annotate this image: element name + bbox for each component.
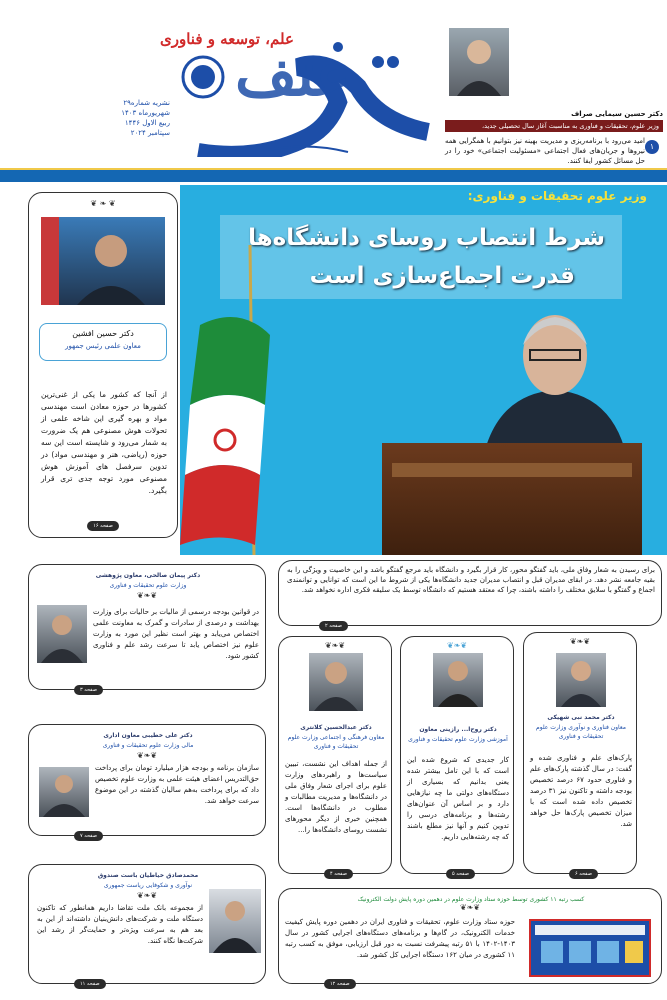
page-badge: صفحه ۳ [74,685,103,695]
page-badge: صفحه ۱۲ [324,979,356,989]
headline-line-2: قدرت اجماع‌سازی است [309,263,575,289]
box-name: دکتر پیمان صالحی، معاون پژوهشی [95,572,201,579]
column-text: کار جدیدی که شروع شده این است که با این تامل بیشتر شده یعنی بدانیم که بسیاری از دستگاه‌های دولتی ما چه نیازهایی دارد و بر اساس آن عنوان‌های رشته‌ها و برنامه‌های درسی را تدوین کنیم و آنها نیز مطلع باشند که چه رشته‌هایی داریم. [407,756,509,841]
rank-text: حوزه ستاد وزارت علوم، تحقیقات و فناوری ایران در دهمین دوره پایش کیفیت خدمات الکترونیک، در گام‌ها و برنامه‌های دستگاه‌های اجرایی کشور در سال ۱۴۰۳-۱۴۰۲ با ۵۱ رتبه پیشرفت نسبت به دور قبل ارزیابی، موفق به کسب رتبه ۱۱ کشوری در میان ۱۶۲ دستگاه اجرایی کل کشور شد. [285,918,515,959]
budget-box [28,564,266,693]
sidebar-interview-card [28,192,178,538]
rank-title: کسب رتبه ۱۱ کشوری توسط حوزه ستاد وزارت علوم در دهمین دوره پایش دولت الکترونیک [357,896,585,903]
rank-box [278,888,662,987]
issue-date-solar: شهریورماه ۱۴۰۳ [121,109,170,117]
ornament-icon: ❦❧❦ [136,591,158,600]
issue-info [90,98,170,138]
column-name: دکتر روح‌ا... رازینی معاون [419,726,497,733]
quote-number-badge: ۱ [645,140,659,154]
column-card-left [278,636,392,877]
page-badge: صفحه ۴ [324,869,353,879]
box-photo [39,767,89,817]
page-badge: صفحه ۲ [319,621,348,631]
column-name: دکتر محمد نبی شهیکی [547,714,615,721]
tagline: علم، توسعه و فناوری [160,30,294,48]
ornament-icon: ❦❧❦ [459,903,481,912]
column-card-mid [400,636,514,877]
minister-photo [449,28,509,96]
header-stripe [0,168,667,182]
ornament-icon: ❦❧❦ [324,641,346,650]
minister-name: دکتر حسین سیمایی صراف [571,110,663,118]
column-text: پارک‌های علم و فناوری شده و گفت: در سال گذشته پارک‌های علم و فناوری حدود ۶۷ درصد تخصیص بودجه داشته و تاکنون نیز ۳۱ درصد تخصیص داده شده است که با میزان تخصیص پارک‌ها حل خواهد شد. [530,754,633,828]
column-role: آموزشی وزارت علوم تحقیقات و فناوری [408,736,508,743]
box-text: سازمان برنامه و بودجه هزار میلیارد تومان برای پرداخت حق‌التدریس اعضای هیئت علمی به وزارت علوم تخصیص داد که برای پرداخت به‌هم سالیان گذشته در این موضوع سرعت خواهد شد. [95,764,259,805]
iran-flag [180,245,330,555]
sidebar-photo [41,217,165,305]
column-card-right [523,632,637,877]
logo-text: عتف [235,40,352,110]
minister-caption: وزیر علوم، تحقیقات و فناوری به مناسبت آغاز سال تحصیلی جدید، [445,120,663,132]
box-role: وزارت علوم تحقیقات و فناوری [109,582,187,589]
podium [382,443,642,555]
page-badge: صفحه ۱۶ [87,521,119,531]
ornament-icon: ❦ ❧ ❦ [90,199,116,208]
box-name: دکتر علی خطیبی معاون اداری [103,732,193,739]
hero-kicker: وزیر علوم تحقیقات و فناوری: [467,189,647,203]
column-photo [433,653,483,707]
column-name: دکتر عبدالحسین کلانتری [300,724,372,731]
ornament-icon: ❦❧❦ [136,891,158,900]
sidebar-role: معاون علمی رئیس جمهور [65,342,141,350]
lead-text-box [278,560,662,629]
minister-quote: امید می‌رود با برنامه‌ریزی و مدیریت بهینه نیز بتوانیم با همگرایی همه نیروها و جریان‌های فعال اجتماعی «مسئولیت اجتماعی» خود را در حل مسائل کشور ایفا کنند. [445,137,645,165]
rank-graphic [529,919,651,977]
box-text: از مجموعه بانک ملت تقاضا داریم همانطور که تاکنون دستگاه ملت و شرکت‌های دانش‌بنیان داشته‌اند از این به بعد هم به سرعت ویژه‌تر و حمایت‌گر از رشد این شرکت‌ها نگاه کنند. [37,904,203,945]
page-badge: صفحه ۶ [569,869,598,879]
ornament-icon: ❦❧❦ [136,751,158,760]
box-text: در قوانین بودجه درسمی از مالیات بر حالیات برای وزارت بهداشت و درصدی از سادرات و گمرک به معاونت علمی اختصاص می‌یابد و بهتر است نظیر این مورد به وزارت علوم نیز اختصاص یابد تا سرعت رشد علم و فناوری کشور شود. [93,608,259,660]
column-role: معاون فرهنگی و اجتماعی وزارت علوم تحقیقات و فناوری [287,734,385,750]
column-role: معاون فناوری و نوآوری وزارت علوم تحقیقات و فناوری [536,724,626,740]
column-text: از جمله اهداف این نشست، تبیین سیاست‌ها و راهبردهای وزارت علوم برای اجرای شعار وفاق ملی در دانشگاه‌ها و مدیریت مطالبات و مطلوب در دانشگاه‌ها است. همچنین خبری از دیگر محورهای نشست روسای دانشگاه‌ها را... [285,760,387,834]
sidebar-text: از آنجا که کشور ما یکی از غنی‌ترین کشورها در حوزه معادن است مهندسی مواد و بهره گیری این شاخه علمی از تحولات هوش مصنوعی هم یک ضرورت به شمار می‌رود و شایسته است این سه حوزه (ریاضی، هنر و مهندسی مواد) در تدوین سرفصل های آموزش هوش مصنوعی مورد توجه جدی تری قرار بگیرد. [41,390,167,495]
column-photo [309,653,363,711]
sidebar-name: دکتر حسین افشین [72,329,134,338]
issue-number: نشریه شماره۲۹ [123,99,170,107]
column-photo [556,653,606,707]
page-badge: صفحه ۱۱ [74,979,106,989]
fund-box [28,864,266,987]
box-role: مالی وزارت علوم تحقیقات و فناوری [102,742,194,749]
ornament-icon: ❦❧❦ [569,637,591,646]
box-name: محمدصادق خیاطیان باست صندوق [97,872,199,879]
hero-image [180,185,667,555]
ornament-icon: ❦❧❦ [446,641,468,650]
box-photo [209,889,261,953]
page-badge: صفحه ۵ [446,869,475,879]
issue-date-lunar: ربیع الاول ۱۴۴۶ [124,119,170,127]
name-box [39,323,167,361]
minister-box [445,28,663,166]
page-badge: صفحه ۷ [74,831,103,841]
headline-line-1: شرط انتصاب روسای دانشگاه‌ها [248,225,605,251]
issue-date-greg: سپتامبر ۲۰۲۴ [130,129,170,137]
admin-box [28,724,266,839]
lead-text: برای رسیدن به شعار وفاق ملی، باید گفتگو محور، کار قرار بگیرد و دانشگاه باید مرجع گفتگو باشد و این خاصیت و ویژگی را به بقیه جامعه نشر دهد. در ابقای مدیران قبل و انتصاب مدیران جدید دانشگاه‌ها یکی از شروط ما این است که توانایی و توانمندی اجماع و گفتگو با سلایق مختلف را داشته باشند، چرا که معتقد هستیم که دانشگاه توسط یک سلیقه فکری اداره نخواهد شد. [287,566,655,594]
box-photo [37,605,87,663]
box-role: نوآوری و شکوفایی ریاست جمهوری [103,882,193,889]
